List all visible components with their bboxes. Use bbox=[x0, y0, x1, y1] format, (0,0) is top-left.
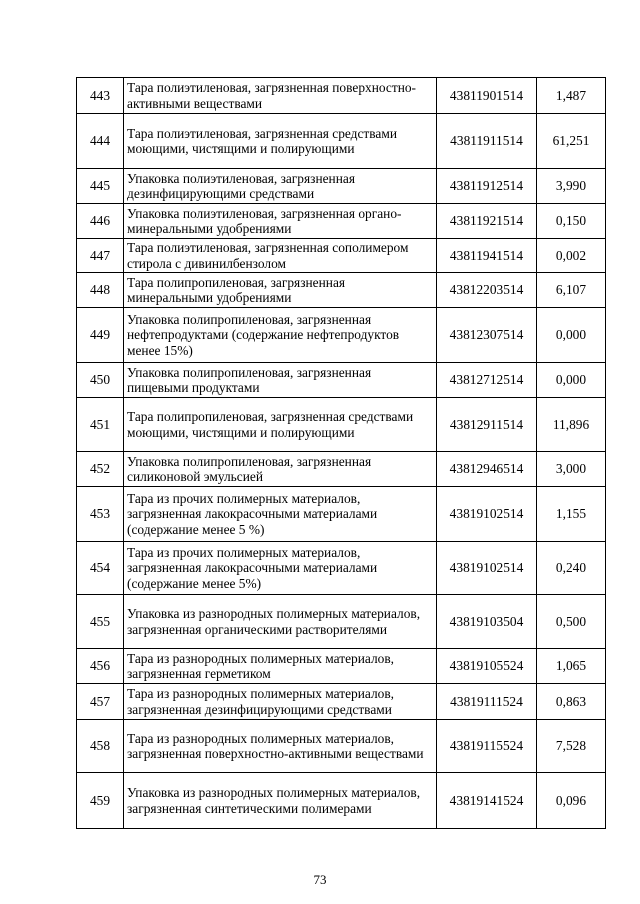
waste-name-cell: Тара полипропиленовая, загрязненная средствами моющими, чистящими и полирующими bbox=[124, 398, 437, 452]
row-number-cell: 446 bbox=[77, 204, 124, 239]
row-number-cell: 452 bbox=[77, 452, 124, 487]
table-row bbox=[77, 398, 606, 452]
quantity-cell: 0,096 bbox=[537, 773, 606, 829]
fkko-code-cell: 43812712514 bbox=[437, 363, 537, 398]
table-row bbox=[77, 487, 606, 542]
table-row bbox=[77, 204, 606, 239]
fkko-code-cell: 43812946514 bbox=[437, 452, 537, 487]
waste-name-cell: Тара из разнородных полимерных материалов, загрязненная герметиком bbox=[124, 649, 437, 684]
table-row bbox=[77, 308, 606, 363]
row-number-cell: 448 bbox=[77, 273, 124, 308]
quantity-cell: 0,000 bbox=[537, 363, 606, 398]
quantity-cell: 1,155 bbox=[537, 487, 606, 542]
fkko-code-cell: 43811911514 bbox=[437, 114, 537, 169]
row-number-cell: 458 bbox=[77, 720, 124, 773]
fkko-code-cell: 43812911514 bbox=[437, 398, 537, 452]
fkko-code-cell: 43819111524 bbox=[437, 684, 537, 720]
quantity-cell: 6,107 bbox=[537, 273, 606, 308]
quantity-cell: 61,251 bbox=[537, 114, 606, 169]
quantity-cell: 0,240 bbox=[537, 542, 606, 595]
table-row bbox=[77, 239, 606, 273]
waste-name-cell: Тара из разнородных полимерных материалов, загрязненная дезинфицирующими средствами bbox=[124, 684, 437, 720]
table-row bbox=[77, 363, 606, 398]
quantity-cell: 0,863 bbox=[537, 684, 606, 720]
waste-name-cell: Тара из прочих полимерных материалов, загрязненная лакокрасочными материалами (содержание менее 5 %) bbox=[124, 487, 437, 542]
waste-name-cell: Упаковка полипропиленовая, загрязненная нефтепродуктами (содержание нефтепродуктов менее 15%) bbox=[124, 308, 437, 363]
table-row bbox=[77, 720, 606, 773]
waste-name-cell: Тара из прочих полимерных материалов, загрязненная лакокрасочными материалами (содержание менее 5%) bbox=[124, 542, 437, 595]
quantity-cell: 0,002 bbox=[537, 239, 606, 273]
fkko-code-cell: 43811921514 bbox=[437, 204, 537, 239]
fkko-code-cell: 43812307514 bbox=[437, 308, 537, 363]
fkko-code-cell: 43819141524 bbox=[437, 773, 537, 829]
waste-table bbox=[76, 77, 606, 829]
quantity-cell: 0,150 bbox=[537, 204, 606, 239]
fkko-code-cell: 43819115524 bbox=[437, 720, 537, 773]
table-row bbox=[77, 169, 606, 204]
fkko-code-cell: 43811941514 bbox=[437, 239, 537, 273]
fkko-code-cell: 43819103504 bbox=[437, 595, 537, 649]
quantity-cell: 7,528 bbox=[537, 720, 606, 773]
table-row bbox=[77, 649, 606, 684]
waste-table-body bbox=[77, 78, 606, 829]
row-number-cell: 457 bbox=[77, 684, 124, 720]
table-row bbox=[77, 773, 606, 829]
quantity-cell: 11,896 bbox=[537, 398, 606, 452]
row-number-cell: 445 bbox=[77, 169, 124, 204]
table-row bbox=[77, 452, 606, 487]
waste-name-cell: Упаковка из разнородных полимерных материалов, загрязненная синтетическими полимерами bbox=[124, 773, 437, 829]
quantity-cell: 0,000 bbox=[537, 308, 606, 363]
fkko-code-cell: 43811901514 bbox=[437, 78, 537, 114]
quantity-cell: 1,487 bbox=[537, 78, 606, 114]
fkko-code-cell: 43811912514 bbox=[437, 169, 537, 204]
row-number-cell: 455 bbox=[77, 595, 124, 649]
row-number-cell: 449 bbox=[77, 308, 124, 363]
fkko-code-cell: 43812203514 bbox=[437, 273, 537, 308]
row-number-cell: 450 bbox=[77, 363, 124, 398]
quantity-cell: 0,500 bbox=[537, 595, 606, 649]
row-number-cell: 451 bbox=[77, 398, 124, 452]
table-row bbox=[77, 684, 606, 720]
table-row bbox=[77, 114, 606, 169]
fkko-code-cell: 43819102514 bbox=[437, 487, 537, 542]
row-number-cell: 456 bbox=[77, 649, 124, 684]
row-number-cell: 444 bbox=[77, 114, 124, 169]
quantity-cell: 3,000 bbox=[537, 452, 606, 487]
row-number-cell: 454 bbox=[77, 542, 124, 595]
waste-name-cell: Упаковка полиэтиленовая, загрязненная дезинфицирующими средствами bbox=[124, 169, 437, 204]
waste-name-cell: Тара из разнородных полимерных материалов, загрязненная поверхностно-активными веществами bbox=[124, 720, 437, 773]
table-row bbox=[77, 595, 606, 649]
row-number-cell: 459 bbox=[77, 773, 124, 829]
table-row bbox=[77, 542, 606, 595]
table-row bbox=[77, 78, 606, 114]
waste-name-cell: Упаковка из разнородных полимерных материалов, загрязненная органическими растворителями bbox=[124, 595, 437, 649]
table-row bbox=[77, 273, 606, 308]
waste-name-cell: Упаковка полипропиленовая, загрязненная силиконовой эмульсией bbox=[124, 452, 437, 487]
quantity-cell: 1,065 bbox=[537, 649, 606, 684]
quantity-cell: 3,990 bbox=[537, 169, 606, 204]
waste-name-cell: Тара полиэтиленовая, загрязненная средствами моющими, чистящими и полирующими bbox=[124, 114, 437, 169]
waste-name-cell: Упаковка полиэтиленовая, загрязненная органо-минеральными удобрениями bbox=[124, 204, 437, 239]
row-number-cell: 447 bbox=[77, 239, 124, 273]
row-number-cell: 453 bbox=[77, 487, 124, 542]
waste-name-cell: Тара полиэтиленовая, загрязненная поверхностно-активными веществами bbox=[124, 78, 437, 114]
fkko-code-cell: 43819102514 bbox=[437, 542, 537, 595]
waste-name-cell: Упаковка полипропиленовая, загрязненная пищевыми продуктами bbox=[124, 363, 437, 398]
waste-name-cell: Тара полиэтиленовая, загрязненная сополимером стирола с дивинилбензолом bbox=[124, 239, 437, 273]
fkko-code-cell: 43819105524 bbox=[437, 649, 537, 684]
waste-name-cell: Тара полипропиленовая, загрязненная минеральными удобрениями bbox=[124, 273, 437, 308]
page-number: 73 bbox=[313, 872, 327, 887]
row-number-cell: 443 bbox=[77, 78, 124, 114]
